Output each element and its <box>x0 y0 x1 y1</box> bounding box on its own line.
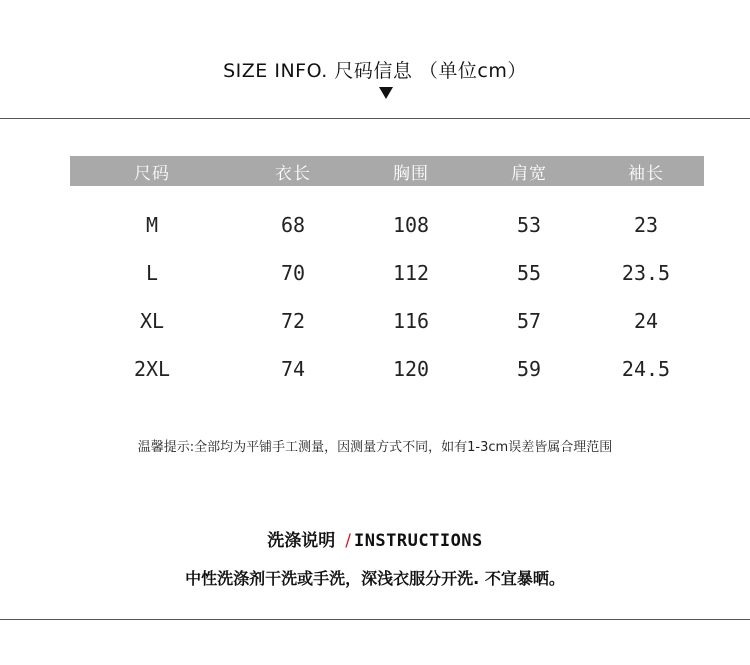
size-cell: 2XL <box>133 357 171 381</box>
sleeve-cell: 24 <box>633 309 659 333</box>
shoulder-cell: 55 <box>516 261 542 285</box>
table-row <box>70 249 704 297</box>
table-row <box>70 297 704 345</box>
length-cell: 74 <box>280 357 306 381</box>
size-info-title: SIZE INFO. 尺码信息 （单位cm） <box>223 60 527 82</box>
down-arrow-icon <box>379 87 393 99</box>
chest-cell: 120 <box>392 357 430 381</box>
shoulder-cell: 59 <box>516 357 542 381</box>
measurement-note: 温馨提示:全部均为平铺手工测量，因测量方式不同，如有1-3cm误差皆属合理范围 <box>137 440 613 455</box>
column-header-shoulder: 肩宽 <box>511 163 547 184</box>
column-header-sleeve: 袖长 <box>628 163 664 184</box>
size-table <box>70 156 704 393</box>
table-row <box>70 201 704 249</box>
length-cell: 68 <box>280 213 306 237</box>
wash-title-slash: / <box>345 531 351 551</box>
column-header-length: 衣长 <box>275 163 311 184</box>
sleeve-cell: 23 <box>633 213 659 237</box>
length-cell: 72 <box>280 309 306 333</box>
table-row <box>70 345 704 393</box>
size-table-body <box>70 201 704 393</box>
chest-cell: 112 <box>392 261 430 285</box>
top-divider <box>0 118 750 119</box>
shoulder-cell: 57 <box>516 309 542 333</box>
length-cell: 70 <box>280 261 306 285</box>
size-cell: XL <box>139 309 165 333</box>
sleeve-cell: 23.5 <box>621 261 671 285</box>
wash-title-en: INSTRUCTIONS <box>353 531 483 551</box>
size-cell: L <box>145 261 159 285</box>
chest-cell: 116 <box>392 309 430 333</box>
sleeve-cell: 24.5 <box>621 357 671 381</box>
size-cell: M <box>145 213 159 237</box>
size-table-header <box>70 156 704 186</box>
column-header-size: 尺码 <box>134 163 170 184</box>
column-header-chest: 胸围 <box>393 163 429 184</box>
chest-cell: 108 <box>392 213 430 237</box>
wash-instructions-title <box>0 526 750 551</box>
wash-instructions-text: 中性洗涤剂干洗或手洗，深浅衣服分开洗. 不宜暴晒。 <box>185 569 565 588</box>
bottom-divider <box>0 619 750 620</box>
shoulder-cell: 53 <box>516 213 542 237</box>
wash-title-cn: 洗涤说明 <box>267 531 336 551</box>
